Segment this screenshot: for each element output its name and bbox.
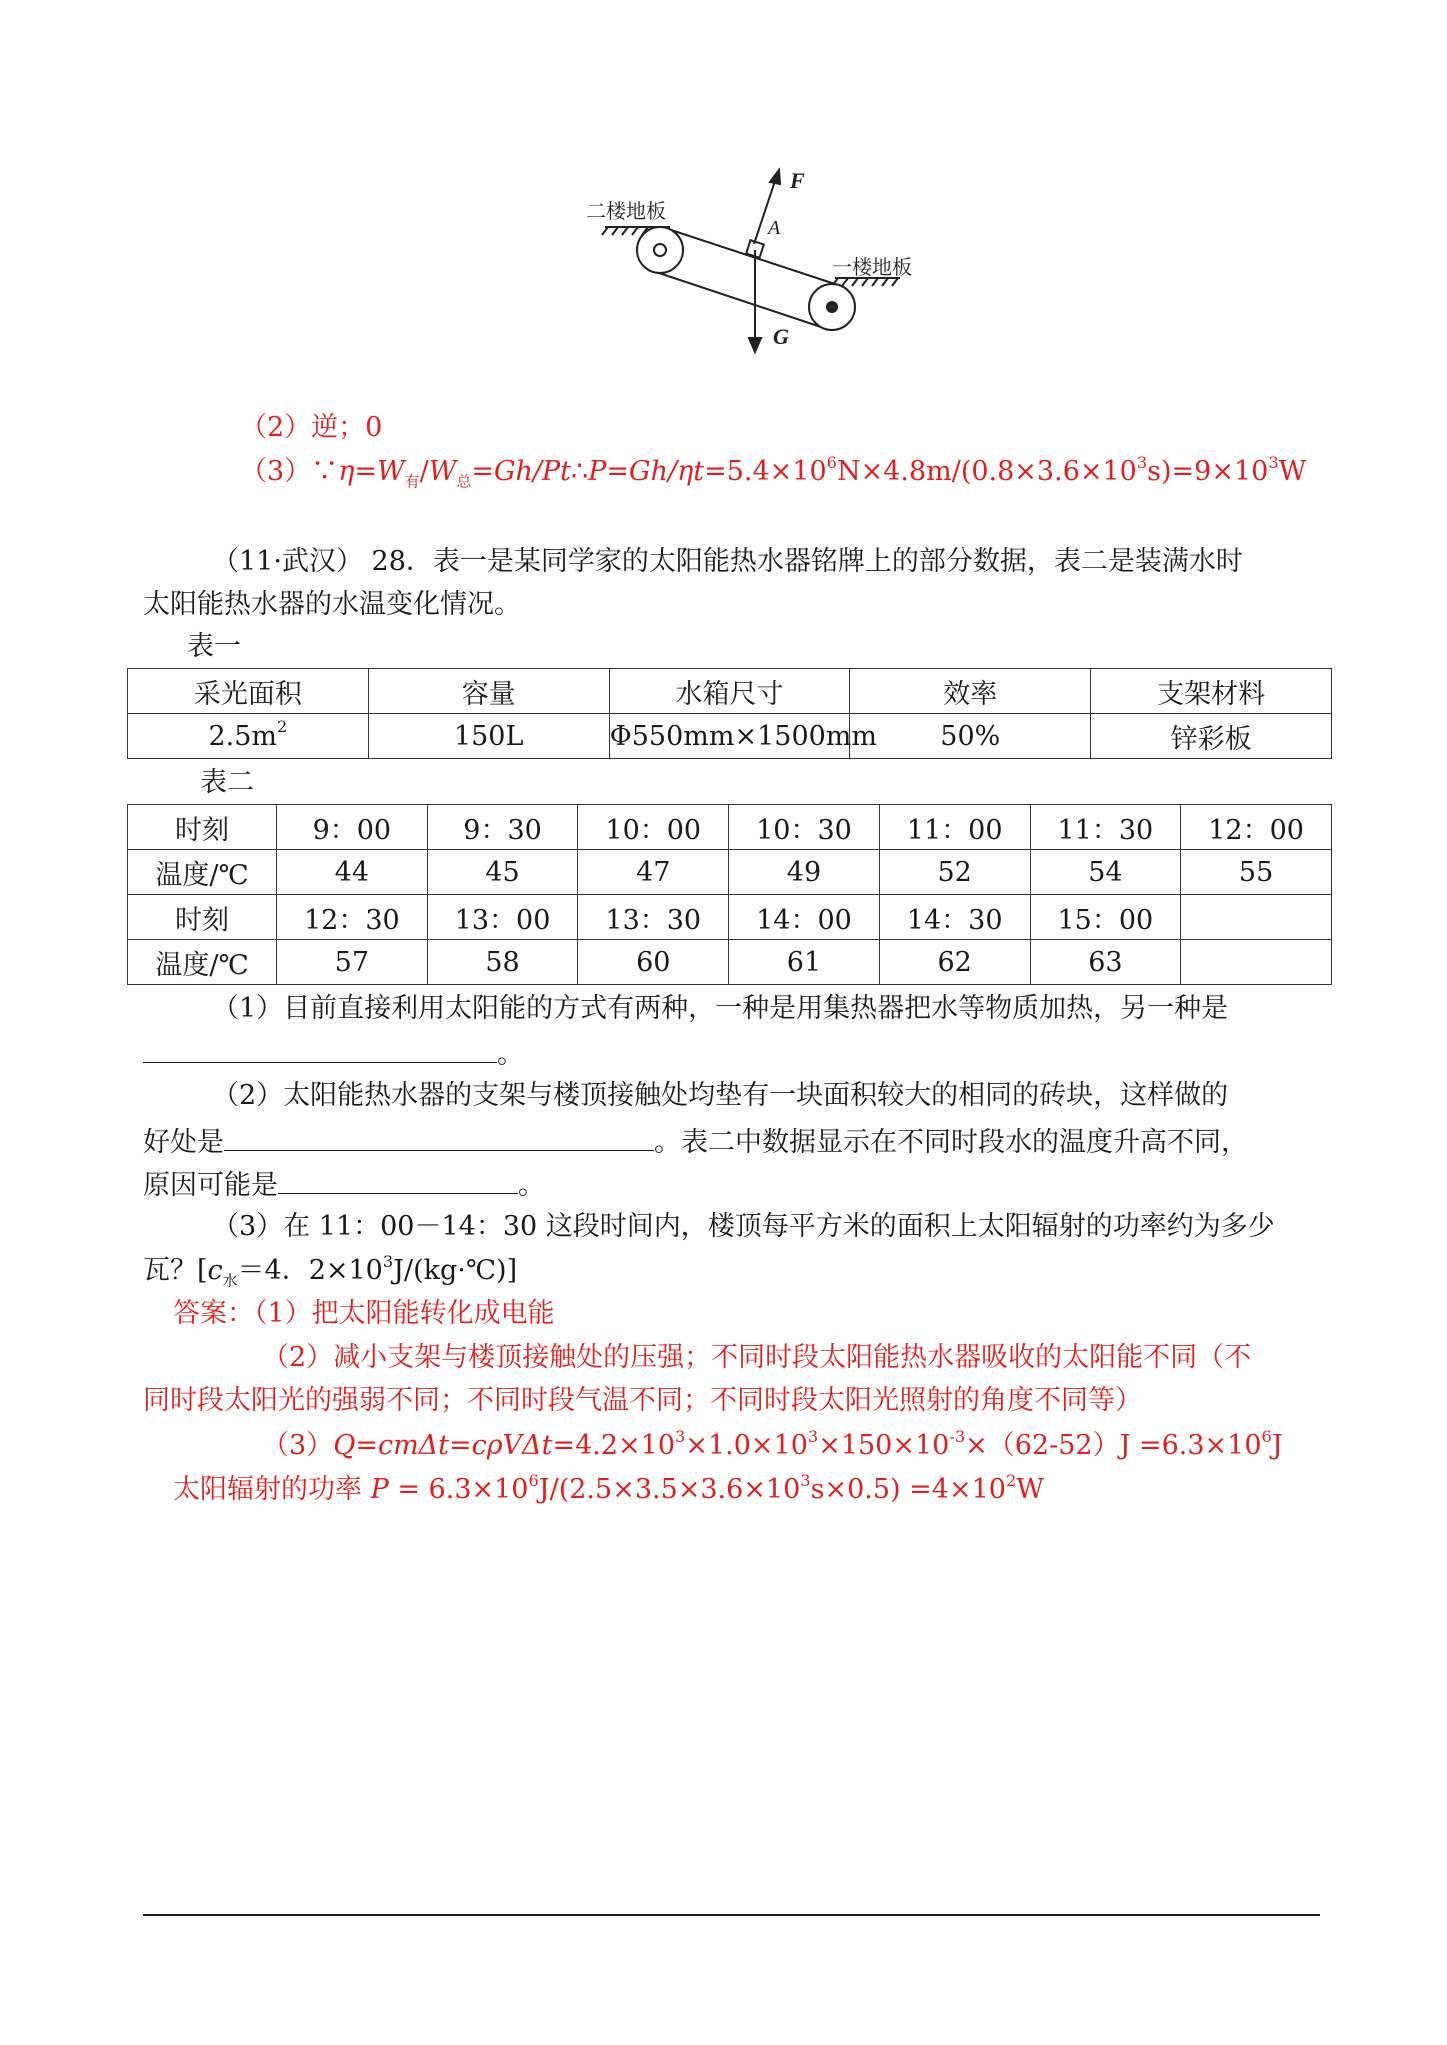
answer-blank-2[interactable] — [224, 1120, 654, 1151]
table2-cell: 45 — [427, 850, 578, 895]
table2-cell — [1181, 940, 1332, 985]
q3-part-c: J/(kg·℃)] — [393, 1255, 518, 1286]
question-3-line-2 — [143, 1251, 517, 1291]
a4-s1: 6 — [528, 1470, 539, 1490]
table2-row-label: 时刻 — [128, 805, 277, 850]
table1-data-row — [128, 714, 1332, 759]
table2-cell: 44 — [277, 850, 428, 895]
table1-cell: 50% — [850, 714, 1091, 759]
a3-formula: Q=cmΔt=cρVΔt — [333, 1430, 553, 1461]
question-1-line-1: （1）目前直接利用太阳能的方式有两种，一种是用集热器把水等物质加热，另一种是 — [212, 993, 1229, 1024]
answer-1: 答案：（1）把太阳能转化成电能 — [173, 1298, 555, 1329]
q3-c-sub: 水 — [222, 1271, 238, 1290]
question-intro-line-2: 太阳能热水器的水温变化情况。 — [143, 589, 521, 620]
gravity-arrow — [749, 250, 761, 352]
q3-part-b: ＝4．2×10 — [237, 1255, 383, 1286]
table2-row-label: 时刻 — [128, 895, 277, 940]
val-c: s)=9×10 — [1147, 456, 1269, 487]
table2-cell: 11：30 — [1030, 805, 1181, 850]
w-useful: W — [377, 456, 405, 487]
table2-cell: 60 — [578, 940, 729, 985]
table2-cell: 13：30 — [578, 895, 729, 940]
a4-v1: = 6.3×10 — [388, 1474, 529, 1505]
table2-cell: 62 — [879, 940, 1030, 985]
table1-cell-area — [128, 714, 369, 759]
table2-cell: 15：00 — [1030, 895, 1181, 940]
eq2: =Gh/Pt — [471, 456, 572, 487]
a3-v1: =4.2×10 — [552, 1430, 676, 1461]
a3-s3: -3 — [949, 1426, 966, 1446]
table2-cell: 12：30 — [277, 895, 428, 940]
answer-blank-3[interactable] — [278, 1163, 518, 1194]
table1-header-row — [128, 669, 1332, 714]
answer-2-line-1: （2）减小支架与楼顶接触处的压强；不同时段太阳能热水器吸收的太阳能不同（不 — [262, 1342, 1252, 1373]
therefore-symbol: ∴ — [571, 456, 589, 487]
table2-cell: 10：30 — [729, 805, 880, 850]
question-intro-line-1: （11·武汉） 28．表一是某同学家的太阳能热水器铭牌上的部分数据，表二是装满水时 — [212, 546, 1243, 577]
w-total: W — [428, 456, 457, 487]
table2-temp-row — [128, 940, 1332, 985]
table2-cell: 58 — [427, 940, 578, 985]
table2-cell: 52 — [879, 850, 1030, 895]
answer-3 — [262, 1426, 1283, 1466]
a4-prefix: 太阳辐射的功率 — [173, 1474, 371, 1505]
conveyor-belt — [637, 227, 855, 330]
val-a: =5.4×10 — [704, 456, 827, 487]
slash: / — [419, 456, 429, 487]
table-1 — [127, 668, 1332, 759]
a3-v3: ×150×10 — [818, 1430, 950, 1461]
answer-2-line-2: 同时段太阳光的强弱不同；不同时段气温不同；不同时段太阳光照射的角度不同等） — [143, 1385, 1142, 1416]
lower-floor-surface — [832, 278, 900, 286]
table2-temp-row — [128, 850, 1332, 895]
table2-cell: 9：00 — [277, 805, 428, 850]
table2-cell: 61 — [729, 940, 880, 985]
eq3: P=Gh/ηt — [588, 456, 705, 487]
sup-b: 3 — [1136, 452, 1148, 472]
a4-s2: 3 — [800, 1470, 811, 1490]
table2-cell: 13：00 — [427, 895, 578, 940]
table2-cell: 49 — [729, 850, 880, 895]
sup-a: 6 — [826, 452, 837, 472]
table2-time-row — [128, 805, 1332, 850]
table2-cell: 10：00 — [578, 805, 729, 850]
table1-caption: 表一 — [187, 631, 241, 662]
a4-p-symbol: P — [370, 1474, 389, 1505]
sup-c: 3 — [1268, 452, 1279, 472]
table1-header: 支架材料 — [1091, 669, 1332, 714]
eq1: = — [354, 456, 377, 487]
table2-cell: 63 — [1030, 940, 1181, 985]
a3-v2: ×1.0×10 — [685, 1430, 808, 1461]
question-2-line-2 — [143, 1120, 1248, 1163]
a3-s1: 3 — [675, 1426, 686, 1446]
table1-cell: 锌彩板 — [1091, 714, 1332, 759]
val-b: N×4.8m/(0.8×3.6×10 — [836, 456, 1137, 487]
answer-blank-1[interactable] — [143, 1032, 497, 1063]
label-upper-floor: 二楼地板 — [586, 199, 666, 223]
prev-answer-line-2: （2）逆；0 — [240, 412, 383, 443]
q3-c-symbol: c — [207, 1255, 223, 1286]
q3-sup: 3 — [382, 1251, 394, 1271]
table2-cell: 47 — [578, 850, 729, 895]
sub-useful: 有 — [404, 472, 420, 491]
sub-total: 总 — [456, 472, 472, 491]
prev-answer-line-3 — [240, 452, 1306, 492]
table2-caption: 表二 — [200, 767, 254, 798]
q3-part-a: 瓦？[ — [143, 1255, 208, 1286]
q2-suffix: 。表二中数据显示在不同时段水的温度升高不同， — [654, 1127, 1248, 1158]
a3-prefix: （3） — [262, 1430, 334, 1461]
table2-cell: 14：00 — [729, 895, 880, 940]
q2-line3-prefix: 原因可能是 — [143, 1170, 278, 1201]
a3-s4: 6 — [1261, 1426, 1272, 1446]
answer-4 — [173, 1470, 1044, 1510]
table2-row-label: 温度/℃ — [128, 850, 277, 895]
q2-prefix: 好处是 — [143, 1127, 224, 1158]
a4-v4: W — [1016, 1474, 1045, 1505]
table2-cell: 12：00 — [1181, 805, 1332, 850]
table2-cell: 9：30 — [427, 805, 578, 850]
label-force: F — [790, 168, 805, 193]
table2-row-label: 温度/℃ — [128, 940, 277, 985]
table1-header: 采光面积 — [128, 669, 369, 714]
table2-cell: 54 — [1030, 850, 1181, 895]
question-2-line-3 — [143, 1163, 545, 1206]
table1-header: 容量 — [368, 669, 609, 714]
table2-cell: 57 — [277, 940, 428, 985]
a4-v2: J/(2.5×3.5×3.6×10 — [538, 1474, 801, 1505]
table1-cell: Φ550mm×1500mm — [609, 714, 850, 759]
table2-time-row — [128, 895, 1332, 940]
question-1-line-2 — [143, 1032, 524, 1075]
a4-s3: 2 — [1005, 1470, 1017, 1490]
label-lower-floor: 一楼地板 — [832, 255, 912, 279]
label-point: A — [768, 217, 781, 239]
q2-line3-suffix: 。 — [518, 1170, 545, 1201]
label-gravity: G — [773, 324, 789, 349]
a3-v5: J — [1271, 1430, 1283, 1461]
a3-s2: 3 — [807, 1426, 819, 1446]
eta-symbol: η — [338, 456, 355, 487]
a4-v3: s×0.5) =4×10 — [810, 1474, 1006, 1505]
table-2 — [127, 804, 1332, 985]
table1-cell: 150L — [368, 714, 609, 759]
line3-prefix: （3）∵ — [240, 456, 339, 487]
area-unit-sup: 2 — [277, 717, 288, 737]
table1-header: 水箱尺寸 — [609, 669, 850, 714]
table2-cell: 55 — [1181, 850, 1332, 895]
table1-header: 效率 — [850, 669, 1091, 714]
table2-cell: 14：30 — [879, 895, 1030, 940]
question-3-line-1: （3）在 11：00－14：30 这段时间内，楼顶每平方米的面积上太阳辐射的功率约为多少 — [212, 1211, 1275, 1242]
question-2-line-1: （2）太阳能热水器的支架与楼顶接触处均垫有一块面积较大的相同的砖块，这样做的 — [212, 1080, 1229, 1111]
table2-cell — [1181, 895, 1332, 940]
footer-rule — [143, 1914, 1320, 1916]
table2-cell: 11：00 — [879, 805, 1030, 850]
a3-v4: ×（62-52）J =6.3×10 — [965, 1430, 1262, 1461]
area-value: 2.5m — [208, 720, 278, 752]
q1-end: 。 — [497, 1039, 524, 1070]
val-d: W — [1278, 456, 1307, 487]
escalator-diagram — [580, 160, 960, 360]
